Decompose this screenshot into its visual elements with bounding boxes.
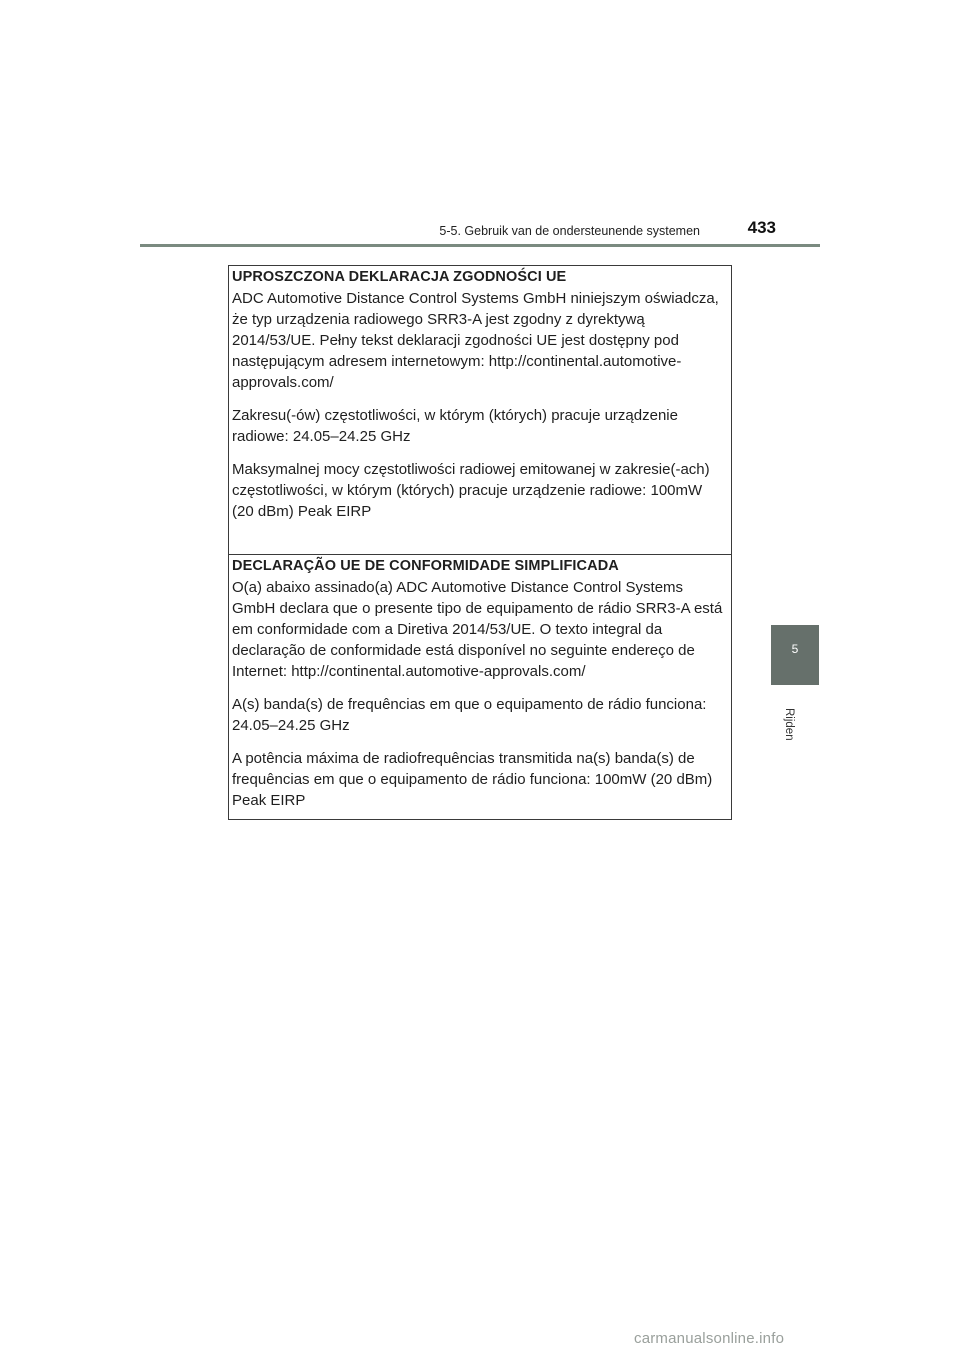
declaration-paragraph: A potência máxima de radiofrequências transmitida na(s) banda(s) de frequências em que o equipamento de rádio funciona: 100mW (20 dBm) Peak EIRP: [232, 750, 713, 809]
page-header: [140, 218, 820, 246]
declaration-title: UPROSZCZONA DEKLARACJA ZGODNOŚCI UE: [232, 269, 567, 285]
chapter-label: Rijden: [783, 708, 795, 741]
chapter-tab: [771, 625, 819, 685]
page-number: 433: [747, 218, 776, 237]
watermark-brand: carmanualsonline.info: [634, 1330, 785, 1347]
section-title: 5-5. Gebruik van de ondersteunende systemen: [439, 224, 700, 238]
declaration-paragraph: A(s) banda(s) de frequências em que o equipamento de rádio funciona: 24.05–24.25 GHz: [232, 696, 707, 734]
declaration-polish: [229, 266, 731, 554]
declaration-paragraph: Maksymalnej mocy częstotliwości radiowej emitowanej w zakresie(-ach) częstotliwości, w którym (których) pracuje urządzenie radiowe: 100mW (20 dBm) Peak EIRP: [232, 461, 710, 520]
declaration-title: DECLARAÇÃO UE DE CONFORMIDADE SIMPLIFICADA: [232, 558, 619, 574]
declaration-paragraph: ADC Automotive Distance Control Systems GmbH niniejszym oświadcza, że typ urządzenia radiowego SRR3-A jest zgodny z dyrektywą 2014/53/UE. Pełny tekst deklaracji zgodności UE jest dostępny pod następującym adresem internetowym: http://continental.automotive-approvals.com/: [232, 290, 719, 391]
chapter-number: 5: [791, 642, 799, 656]
header-divider: [140, 244, 820, 247]
declaration-paragraph: O(a) abaixo assinado(a) ADC Automotive Distance Control Systems GmbH declara que o presente tipo de equipamento de rádio SRR3-A está em conformidade com a Diretiva 2014/53/UE. O texto integral da declaração de conformidade está disponível no seguinte endereço de Internet: http://continental.automotive-approvals.com/: [232, 579, 723, 680]
declaration-portuguese: [229, 554, 731, 819]
declaration-paragraph: Zakresu(-ów) częstotliwości, w którym (których) pracuje urządzenie radiowe: 24.05–24.25 GHz: [232, 407, 678, 445]
declaration-box: [228, 265, 732, 820]
